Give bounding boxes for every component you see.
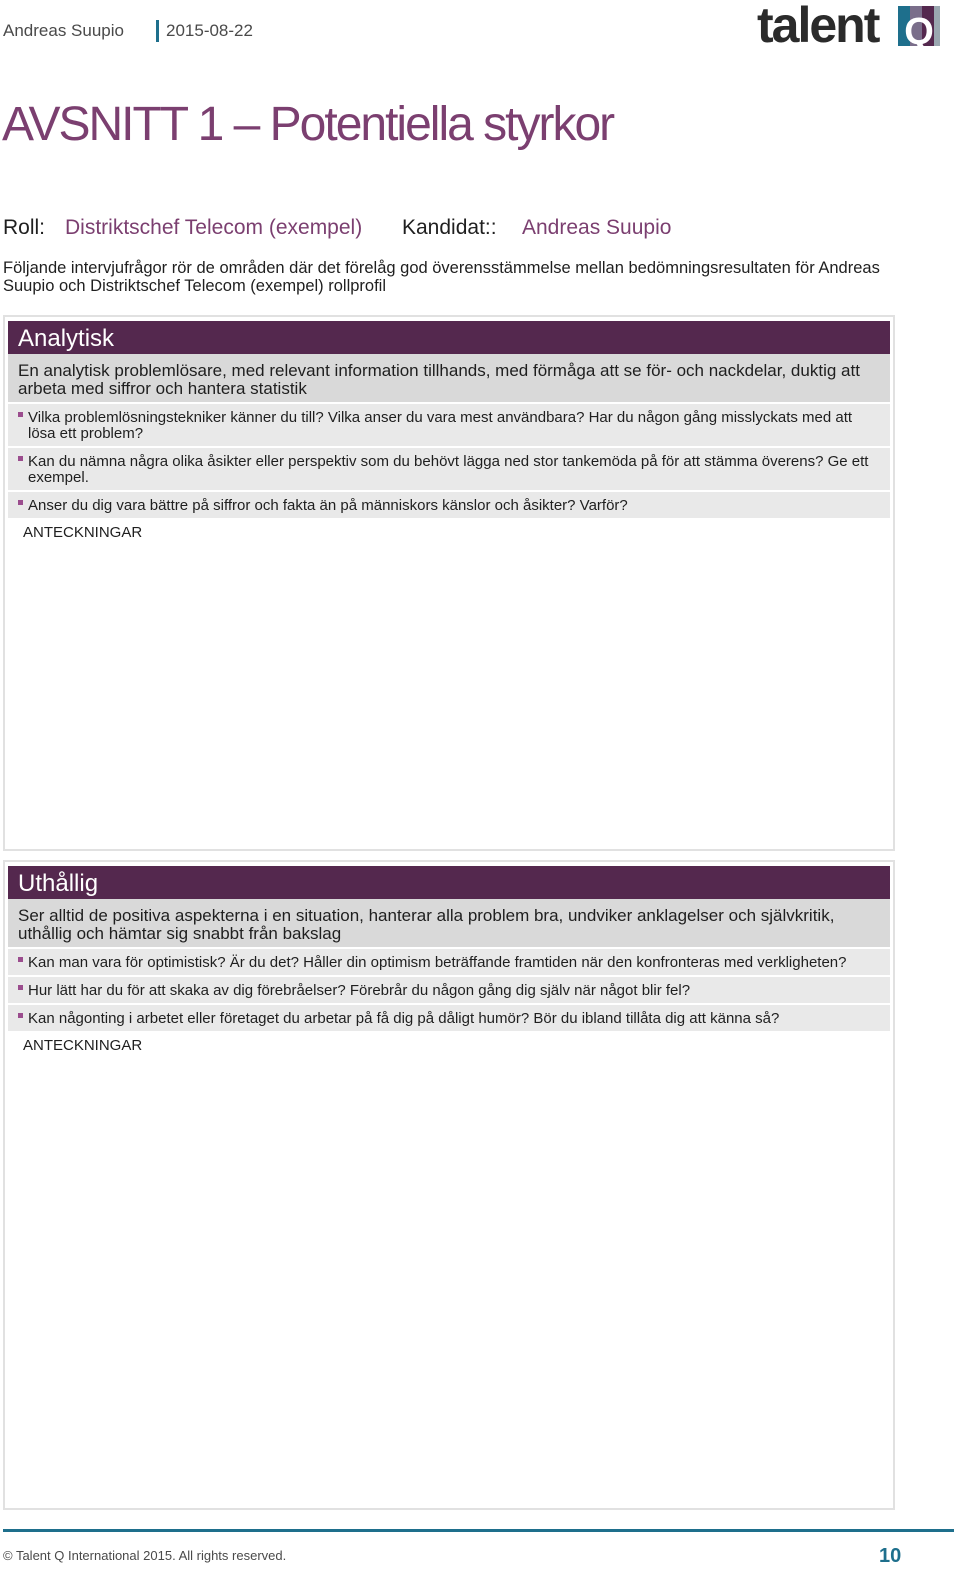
bullet-icon xyxy=(18,412,23,417)
svg-text:Q: Q xyxy=(904,11,934,52)
question-text: Hur lätt har du för att skaka av dig förebråelser? Förebrår du någon gång dig själv när något blir fel? xyxy=(28,982,691,999)
intro-text: Följande intervjufrågor rör de områden där det förelåg god överensstämmelse mellan bedömningsresultaten för Andreas Suupio och Distriktschef Telecom (exempel) rollprofil xyxy=(3,259,880,295)
question-item xyxy=(8,404,890,446)
question-item xyxy=(8,448,890,490)
question-list xyxy=(8,949,890,1031)
question-text: Kan någonting i arbetet eller företaget du arbetar på få dig på dåligt humör? Bör du ibland tillåta dig att känna så? xyxy=(28,1010,780,1027)
section-title: Analytisk xyxy=(8,321,890,354)
header-date: 2015-08-22 xyxy=(166,21,253,40)
footer-copyright: © Talent Q International 2015. All rights reserved. xyxy=(3,1548,287,1563)
page-number: 10 xyxy=(879,1545,902,1567)
bullet-icon xyxy=(18,500,23,505)
notes-label: ANTECKNINGAR xyxy=(23,1037,143,1054)
question-text: Kan man vara för optimistisk? Är du det? Håller din optimism beträffande framtiden när den konfronteras med verkligheten? xyxy=(28,954,847,971)
section-uthallig xyxy=(3,860,895,1510)
logo-q-icon xyxy=(894,6,942,52)
candidate-label: Kandidat:: xyxy=(402,216,497,239)
header-separator xyxy=(156,20,159,42)
section-description: En analytisk problemlösare, med relevant information tillhands, med förmåga att se för- och nackdelar, duktig att arbeta med siffror och hantera statistik xyxy=(8,354,890,402)
footer-divider xyxy=(3,1529,954,1532)
bullet-icon xyxy=(18,1013,23,1018)
section-title: Uthållig xyxy=(8,866,890,899)
logo-wordmark: talent xyxy=(757,0,879,53)
section-description: Ser alltid de positiva aspekterna i en situation, hanterar alla problem bra, undviker anklagelser och självkritik, uthållig och hämtar sig snabbt från bakslag xyxy=(8,899,890,947)
question-item xyxy=(8,492,890,518)
question-text: Anser du dig vara bättre på siffror och fakta än på människors känslor och åsikter? Varför? xyxy=(28,497,628,514)
question-text: Kan du nämna några olika åsikter eller perspektiv som du behövt lägga ned stor tankemöda på för att stämma överens? Ge ett exempel. xyxy=(28,453,869,486)
question-text: Vilka problemlösningstekniker känner du till? Vilka anser du vara mest användbara? Har du någon gång misslyckats med att lösa ett problem? xyxy=(28,409,853,442)
bullet-icon xyxy=(18,957,23,962)
bullet-icon xyxy=(18,985,23,990)
question-item xyxy=(8,977,890,1003)
notes-label: ANTECKNINGAR xyxy=(23,524,143,541)
role-value: Distriktschef Telecom (exempel) xyxy=(65,216,363,239)
candidate-value: Andreas Suupio xyxy=(522,216,672,239)
header-candidate-name: Andreas Suupio xyxy=(3,21,124,40)
question-item xyxy=(8,949,890,975)
page-title: AVSNITT 1 – Potentiella styrkor xyxy=(2,98,614,151)
role-label: Roll: xyxy=(3,216,46,239)
talentq-logo xyxy=(757,0,947,56)
bullet-icon xyxy=(18,456,23,461)
section-analytisk xyxy=(3,315,895,851)
question-list xyxy=(8,404,890,518)
question-item xyxy=(8,1005,890,1031)
